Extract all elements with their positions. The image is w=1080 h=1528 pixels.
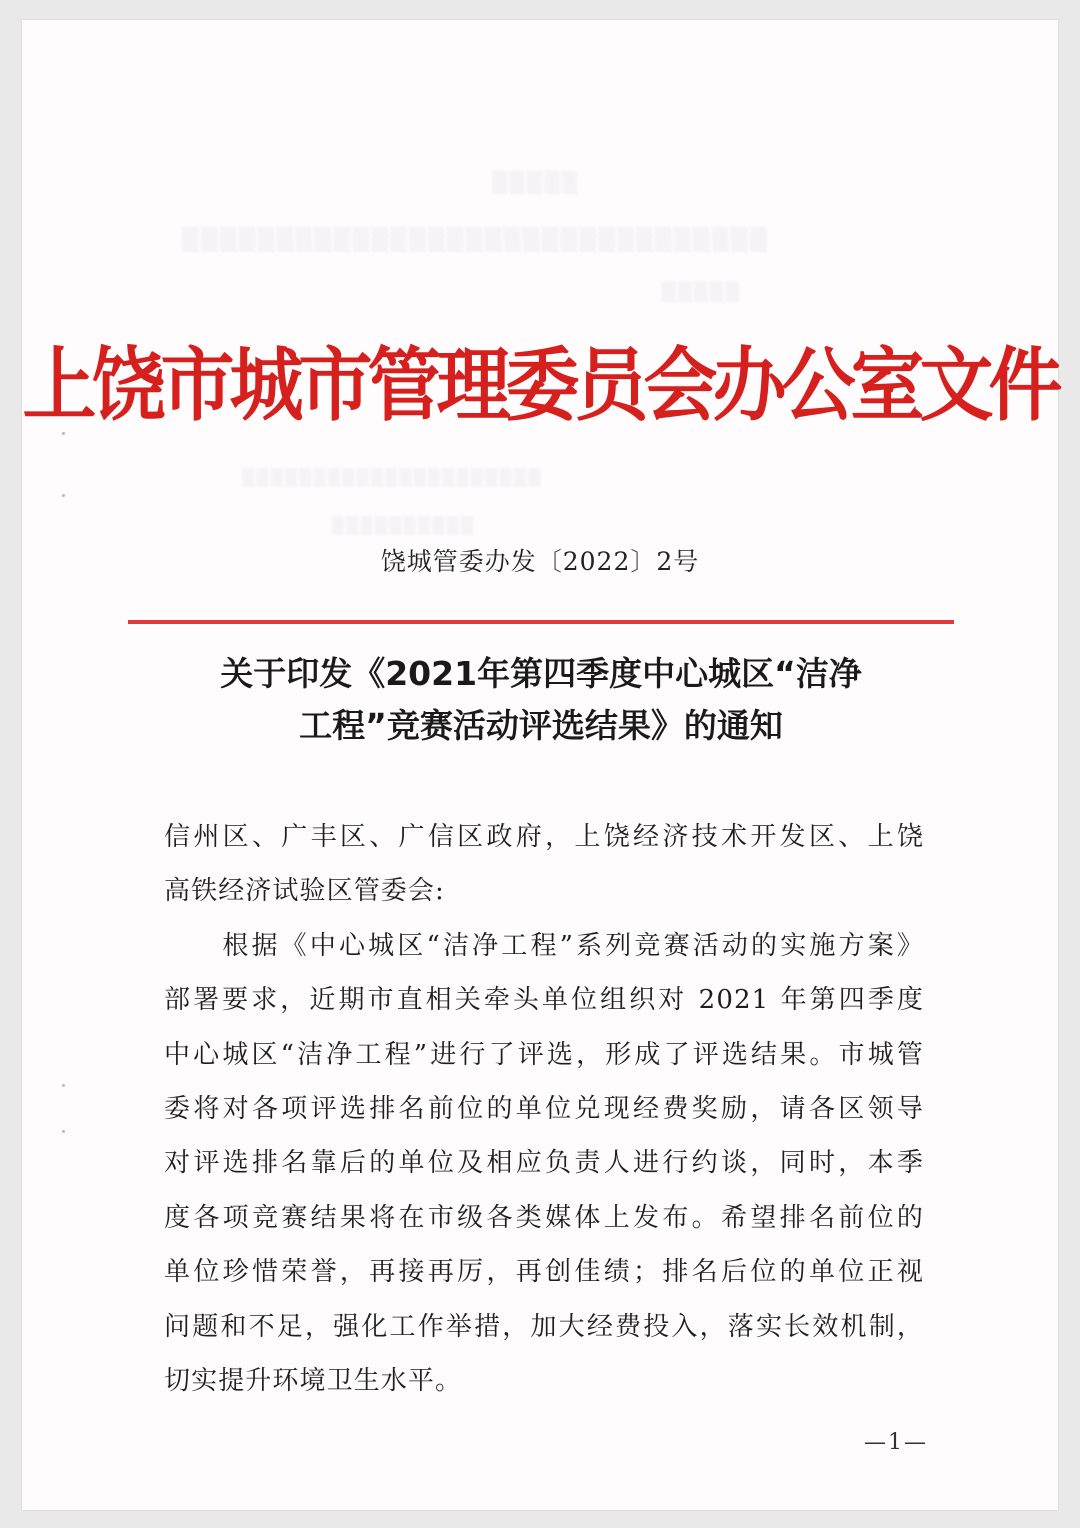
bleed-through-text: ▒▒▒▒▒▒▒▒▒▒▒▒▒▒▒▒▒▒▒▒▒▒▒▒▒▒▒▒▒▒▒ [182,228,769,253]
document-body [164,810,924,1408]
document-masthead: 上饶市城市管理委员会办公室文件 [22,339,1058,433]
body-line: 委将对各项评选排名前位的单位兑现经费奖励，请各区领导 [164,1094,924,1125]
body-line: 度各项竞赛结果将在市级各类媒体上发布。希望排名前位的 [164,1202,924,1233]
body-line: 部署要求，近期市直相关牵头单位组织对 2021 年第四季度 [164,985,924,1016]
scan-speck [62,1084,65,1087]
document-number: 饶城管委办发〔2022〕2号 [380,547,700,576]
bleed-through-text: ▒▒▒▒▒ [662,282,742,303]
scan-speck [62,1130,65,1133]
scan-speck [62,494,65,497]
bleed-through-text: ▒▒▒▒▒▒▒▒▒▒ [332,516,476,535]
red-divider [128,620,954,624]
body-line: 问题和不足，强化工作举措，加大经费投入，落实长效机制， [164,1311,924,1342]
body-line: 中心城区“洁净工程”进行了评选，形成了评选结果。市城管 [164,1039,924,1070]
bleed-through-text: ▒▒▒▒▒▒▒▒▒▒▒▒▒▒▒▒▒▒▒▒▒ [242,468,543,487]
body-line: 信州区、广丰区、广信区政府，上饶经济技术开发区、上饶 [164,822,924,852]
body-line: 高铁经济试验区管委会: [164,876,445,907]
body-line: 对评选排名靠后的单位及相应负责人进行约谈，同时，本季 [164,1148,924,1179]
document-title [132,648,950,752]
body-line: 切实提升环境卫生水平。 [164,1366,463,1397]
title-line: 关于印发《2021年第四季度中心城区“洁净 [220,654,862,693]
bleed-through-text: ▒▒▒▒▒ [492,170,579,194]
title-line: 工程”竞赛活动评选结果》的通知 [299,706,783,745]
body-line: 单位珍惜荣誉，再接再厉，再创佳绩；排名后位的单位正视 [164,1257,924,1288]
body-line: 根据《中心城区“洁净工程”系列竞赛活动的实施方案》 [164,930,924,961]
document-page [22,20,1058,1510]
page-number: —1— [864,1430,928,1455]
